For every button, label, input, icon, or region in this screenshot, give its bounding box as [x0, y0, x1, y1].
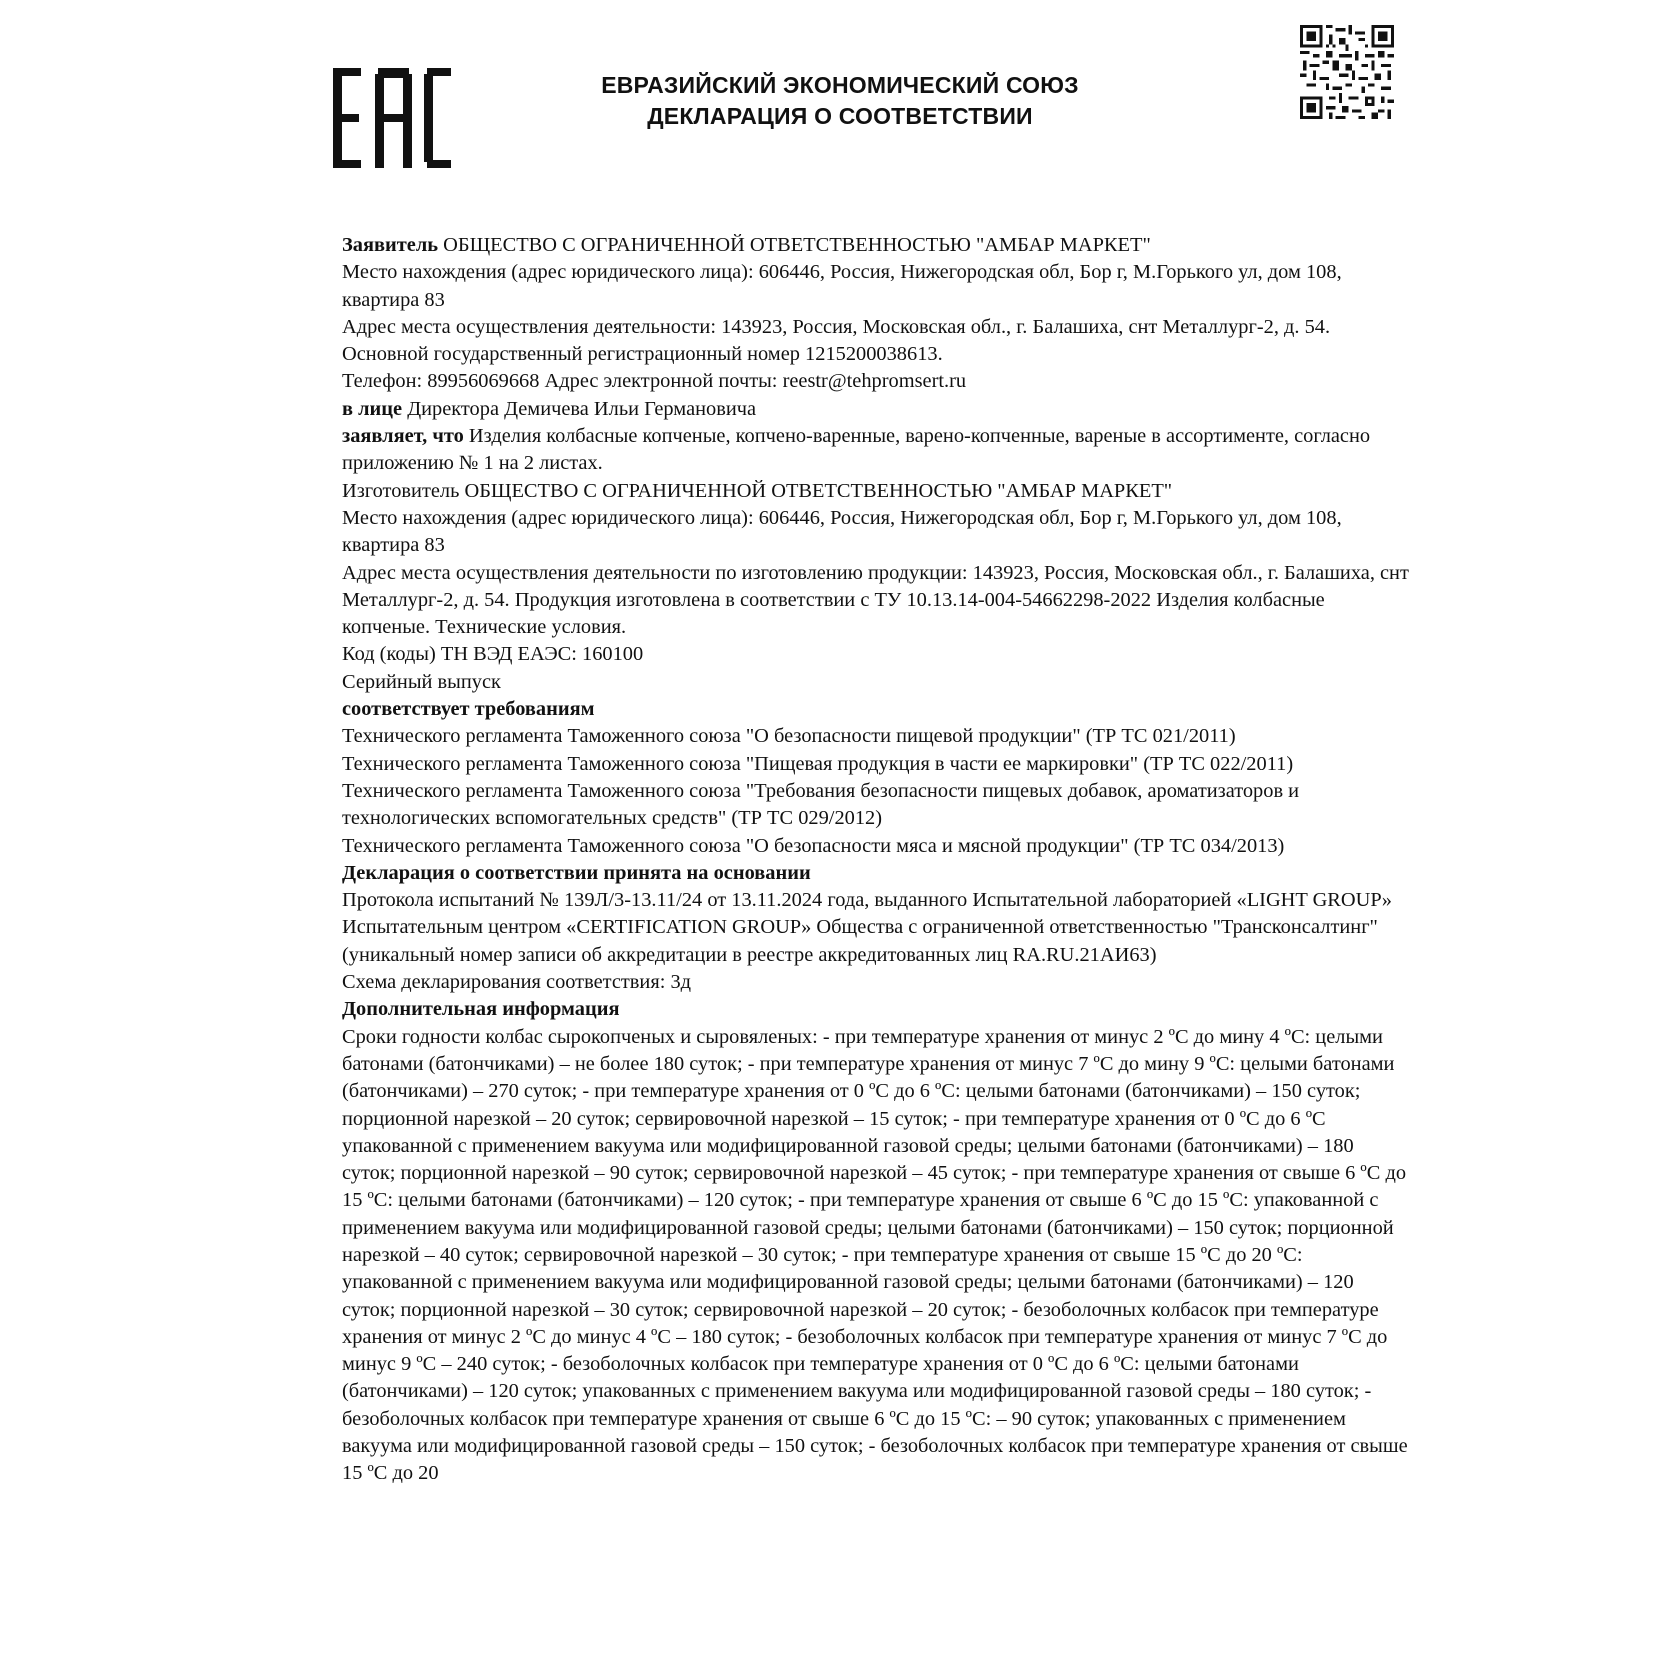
additional-info-heading: Дополнительная информация — [342, 998, 620, 1021]
declares-label: заявляет, что — [342, 425, 464, 448]
declares-line — [342, 423, 1412, 478]
applicant-legal-address: Место нахождения (адрес юридического лица): 606446, Россия, Нижегородская обл, Бор г, М.Горького ул, дом 108, квартира 83 — [342, 261, 1342, 311]
requirement-item: Технического регламента Таможенного союза "О безопасности пищевой продукции" (ТР ТС 021/2011) — [342, 725, 1236, 748]
requirement-item: Технического регламента Таможенного союза "О безопасности мяса и мясной продукции" (ТР ТС 034/2013) — [342, 834, 1285, 857]
basis-text: Протокола испытаний № 139Л/3-13.11/24 от 13.11.2024 года, выданного Испытательной лабораторией «LIGHT GROUP» Испытательным центром «CERTIFICATION GROUP» Общества с ограниченной ответственностью "Трансконсалтинг" (уникальный номер записи об аккредитации в реестре аккредитованных лиц RA.RU.21АИ63) — [342, 889, 1392, 966]
applicant-label: Заявитель — [342, 234, 439, 256]
requirements-heading: соответствует требованиям — [342, 698, 595, 721]
qr-code-icon — [1300, 25, 1394, 119]
union-title: ЕВРАЗИЙСКИЙ ЭКОНОМИЧЕСКИЙ СОЮЗ — [601, 72, 1079, 98]
manufacturer-legal-address: Место нахождения (адрес юридического лица): 606446, Россия, Нижегородская обл, Бор г, М.Горького ул, дом 108, квартира 83 — [342, 506, 1342, 557]
additional-info-text: Сроки годности колбас сырокопченых и сыровяленых: - при температуре хранения от минус 2 ºС до мину 4 ºС: целыми батонами (батончиками) – не более 180 суток; - при температуре хранения от минус 7 ºС до мину 9 ºС: целыми батонами (батончиками) – 270 суток; - при температуре хранения от 0 ºС до 6 ºС: целыми батонами (батончиками) – 150 суток; порционной нарезкой – 20 суток; сервировочной нарезкой – 15 суток; - при температуре хранения от 0 ºС до 6 ºС упакованной с применением вакуума или модифицированной газовой среды; целыми батонами (батончиками) – 180 суток; порционной нарезкой – 90 суток; сервировочной нарезкой – 45 суток; - при температуре хранения от свыше 6 ºС до 15 ºС: целыми батонами (батончиками) – 120 суток; - при температуре хранения от свыше 6 ºС до 15 ºС: упакованной с применением вакуума или модифицированной газовой среды; целыми батонами (батончиками) – 150 суток; порционной нарезкой – 40 суток; сервировочной нарезкой – 30 суток; - при температуре хранения от свыше 15 ºС до 20 ºС: упакованной с применением вакуума или модифицированной газовой среды; целыми батонами (батончиками) – 120 суток; порционной нарезкой – 30 суток; сервировочной нарезкой – 20 суток; - безоболочных колбасок при температуре хранения от минус 2 ºС до минус 4 ºС – 180 суток; - безоболочных колбасок при температуре хранения от минус 7 ºС до минус 9 ºС – 240 суток; - безоболочных колбасок при температуре хранения от 0 ºС до 6 ºС: целыми батонами (батончиками) – 120 суток; упакованных с применением вакуума или модифицированной газовой среды – 180 суток; - безоболочных колбасок при температуре хранения от свыше 6 ºС до 15 ºС: – 90 суток; упакованных с применением вакуума или модифицированной газовой среды – 150 суток; - безоболочных колбасок при температуре хранения от свыше 15 ºС до 20 — [342, 1025, 1408, 1485]
manufacturer-name: Изготовитель ОБЩЕСТВО С ОГРАНИЧЕННОЙ ОТВЕТСТВЕННОСТЬЮ "АМБАР МАРКЕТ" — [342, 479, 1173, 502]
document-header — [560, 70, 1120, 132]
requirement-item: Технического регламента Таможенного союза "Пищевая продукция в части ее маркировки" (ТР ТС 022/2011) — [342, 752, 1294, 775]
applicant-activity-address: Адрес места осуществления деятельности: 143923, Россия, Московская обл., г. Балашиха, снт Металлург-2, д. 54. — [342, 315, 1331, 338]
declaration-body — [342, 232, 1412, 1488]
applicant-ogrn: Основной государственный регистрационный номер 1215200038613. — [342, 343, 943, 366]
representative-line — [342, 396, 1412, 423]
eac-logo — [333, 68, 453, 170]
applicant-name: ОБЩЕСТВО С ОГРАНИЧЕННОЙ ОТВЕТСТВЕННОСТЬЮ "АМБАР МАРКЕТ" — [438, 234, 1151, 256]
manufacturer-production-address: Адрес места осуществления деятельности по изготовлению продукции: 143923, Россия, Московская обл., г. Балашиха, снт Металлург-2, д. 54. Продукция изготовлена в соответствии с ТУ 10.13.14-004-54662298-2022 Изделия колбасные копченые. Технические условия. — [342, 561, 1409, 639]
applicant-contacts: Телефон: 89956069668 Адрес электронной почты: reestr@tehpromsert.ru — [342, 370, 967, 393]
declaration-scheme: Схема декларирования соответствия: 3д — [342, 971, 692, 994]
representative-name: Директора Демичева Ильи Германовича — [402, 397, 757, 420]
representative-label: в лице — [342, 397, 403, 420]
product-description: Изделия колбасные копченые, копчено-варенные, варено-копченные, вареные в ассортименте, согласно приложению № 1 на 2 листах. — [342, 425, 1371, 475]
document-title: ДЕКЛАРАЦИЯ О СООТВЕТСТВИИ — [647, 103, 1033, 129]
requirement-item: Технического регламента Таможенного союза "Требования безопасности пищевых добавок, ароматизаторов и технологических вспомогательных средств" (ТР ТС 029/2012) — [342, 779, 1300, 830]
basis-heading: Декларация о соответствии принята на основании — [342, 861, 811, 884]
release-type: Серийный выпуск — [342, 670, 501, 693]
applicant-line — [342, 232, 1412, 259]
tn-ved-code: Код (коды) ТН ВЭД ЕАЭС: 160100 — [342, 643, 644, 666]
